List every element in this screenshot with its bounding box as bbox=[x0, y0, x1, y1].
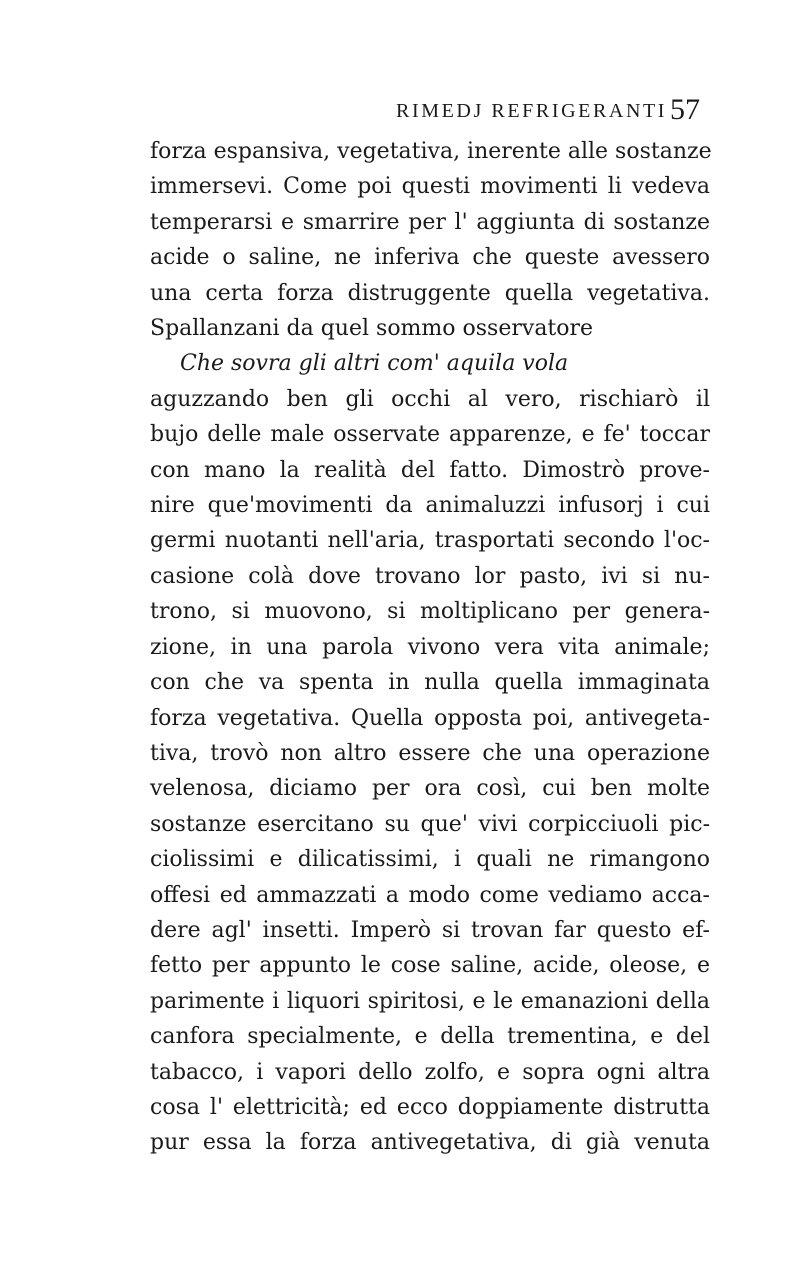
text-line: forza vegetativa. Quella opposta poi, antivegeta- bbox=[150, 705, 710, 731]
text-line: immersevi. Come poi questi movimenti li vedeva bbox=[150, 174, 710, 200]
text-line: parimente i liquori spiritosi, e le emanazioni della bbox=[150, 988, 710, 1014]
quoted-verse: Che sovra gli altri com' aquila vola bbox=[180, 351, 569, 377]
text-line: con che va spenta in nulla quella immaginata bbox=[150, 670, 710, 696]
text-line: dere agl' insetti. Imperò si trovan far questo ef- bbox=[150, 917, 710, 943]
text-line: acide o saline, ne inferiva che queste avessero bbox=[150, 245, 710, 271]
running-head: RIMEDJ REFRIGERANTI bbox=[396, 100, 668, 122]
text-line: fetto per appunto le cose saline, acide, oleose, e bbox=[150, 953, 710, 979]
text-line: aguzzando ben gli occhi al vero, rischiarò il bbox=[150, 386, 710, 412]
text-line: germi nuotanti nell'aria, trasportati secondo l'oc- bbox=[150, 528, 710, 554]
text-line: cosa l' elettricità; ed ecco doppiamente distrutta bbox=[150, 1094, 710, 1120]
text-line: offesi ed ammazzati a modo come vediamo acca- bbox=[150, 882, 710, 908]
text-line: casione colà dove trovano lor pasto, ivi si nu- bbox=[150, 563, 710, 589]
text-line: zione, in una parola vivono vera vita animale; bbox=[150, 634, 710, 660]
text-line: nire que'movimenti da animaluzzi infusorj i cui bbox=[150, 493, 710, 519]
text-line: forza espansiva, vegetativa, inerente alle sostanze bbox=[150, 139, 712, 164]
text-line: ciolissimi e dilicatissimi, i quali ne rimangono bbox=[150, 847, 710, 873]
page-number: 57 bbox=[670, 93, 700, 126]
text-line: bujo delle male osservate apparenze, e fe' toccar bbox=[150, 422, 710, 448]
text-line: pur essa la forza antivegetativa, di già venuta bbox=[150, 1130, 710, 1156]
body-text bbox=[150, 134, 710, 1161]
text-line: sostanze esercitano su que' vivi corpicciuoli pic- bbox=[150, 811, 710, 837]
text-line: con mano la realità del fatto. Dimostrò prove- bbox=[150, 457, 710, 483]
text-line: tiva, trovò non altro essere che una operazione bbox=[150, 740, 710, 766]
text-line: Spallanzani da quel sommo osservatore bbox=[150, 316, 594, 342]
text-line: tabacco, i vapori dello zolfo, e sopra ogni altra bbox=[150, 1059, 710, 1085]
text-line: velenosa, diciamo per ora così, cui ben molte bbox=[150, 776, 710, 802]
text-line: trono, si muovono, si moltiplicano per genera- bbox=[150, 599, 710, 625]
text-line: una certa forza distruggente quella vegetativa. bbox=[150, 280, 710, 306]
text-line: temperarsi e smarrire per l' aggiunta di sostanze bbox=[150, 209, 710, 235]
text-line: canfora specialmente, e della trementina, e del bbox=[150, 1024, 710, 1050]
